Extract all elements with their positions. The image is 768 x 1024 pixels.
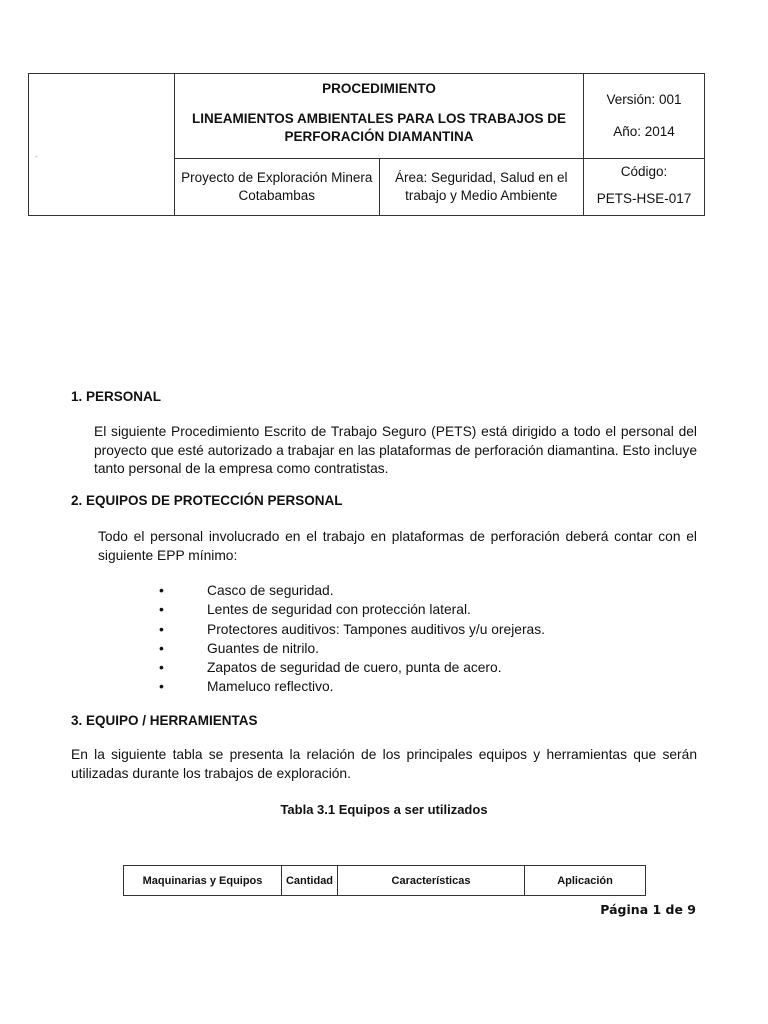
section-3-text: En la siguiente tabla se presenta la relación de los principales equipos y herramientas que serán utilizadas durante los trabajos de exploración. <box>71 747 697 781</box>
table-header-row <box>124 866 646 896</box>
column-header: Aplicación <box>525 866 646 896</box>
project-text: Proyecto de Exploración Minera Cotabambas <box>181 170 373 204</box>
section-2-title: 2. EQUIPOS DE PROTECCIÓN PERSONAL <box>71 493 343 508</box>
column-header: Características <box>338 866 525 896</box>
column-header: Cantidad <box>282 866 338 896</box>
procedure-label: PROCEDIMIENTO <box>322 81 436 97</box>
epp-list <box>157 581 545 697</box>
logo-cell <box>29 74 175 216</box>
code-value: PETS-HSE-017 <box>596 191 692 207</box>
code-label: Código: <box>620 164 668 180</box>
version-cell <box>584 74 705 159</box>
logo-placeholder: - <box>35 152 38 161</box>
list-item: • Zapatos de seguridad de cuero, punta de acero. <box>157 658 545 677</box>
list-item: • Guantes de nitrilo. <box>157 639 545 658</box>
list-item: • Lentes de seguridad con protección lateral. <box>157 600 545 619</box>
column-header: Maquinarias y Equipos <box>124 866 282 896</box>
code-cell <box>584 159 705 216</box>
area-cell <box>379 159 584 216</box>
list-item: • Mameluco reflectivo. <box>157 677 545 696</box>
list-item: • Protectores auditivos: Tampones auditivos y/u orejeras. <box>157 620 545 639</box>
version-text: Versión: 001 <box>606 92 682 108</box>
list-item: • Casco de seguridad. <box>157 581 545 600</box>
title-cell <box>175 74 584 159</box>
document-title: LINEAMIENTOS AMBIENTALES PARA LOS TRABAJOS DE PERFORACIÓN DIAMANTINA <box>191 111 567 145</box>
section-2-text: Todo el personal involucrado en el trabajo en plataformas de perforación deberá contar con el siguiente EPP mínimo: <box>98 529 697 563</box>
document-header-table <box>28 73 705 216</box>
equipment-table <box>123 865 646 896</box>
section-1-text: El siguiente Procedimiento Escrito de Trabajo Seguro (PETS) está dirigido a todo el personal del proyecto que esté autorizado a trabajar en las plataformas de perforación diamantina. Esto incluye tanto personal de la empresa como contratistas. <box>94 424 697 476</box>
year-text: Año: 2014 <box>613 124 675 140</box>
section-1-title: 1. PERSONAL <box>71 389 162 404</box>
page-number: Página 1 de 9 <box>600 902 696 917</box>
table-caption: Tabla 3.1 Equipos a ser utilizados <box>280 802 488 817</box>
project-cell <box>175 159 380 216</box>
area-text: Área: Seguridad, Salud en el trabajo y Medio Ambiente <box>394 170 568 204</box>
section-3-title: 3. EQUIPO / HERRAMIENTAS <box>71 713 258 728</box>
